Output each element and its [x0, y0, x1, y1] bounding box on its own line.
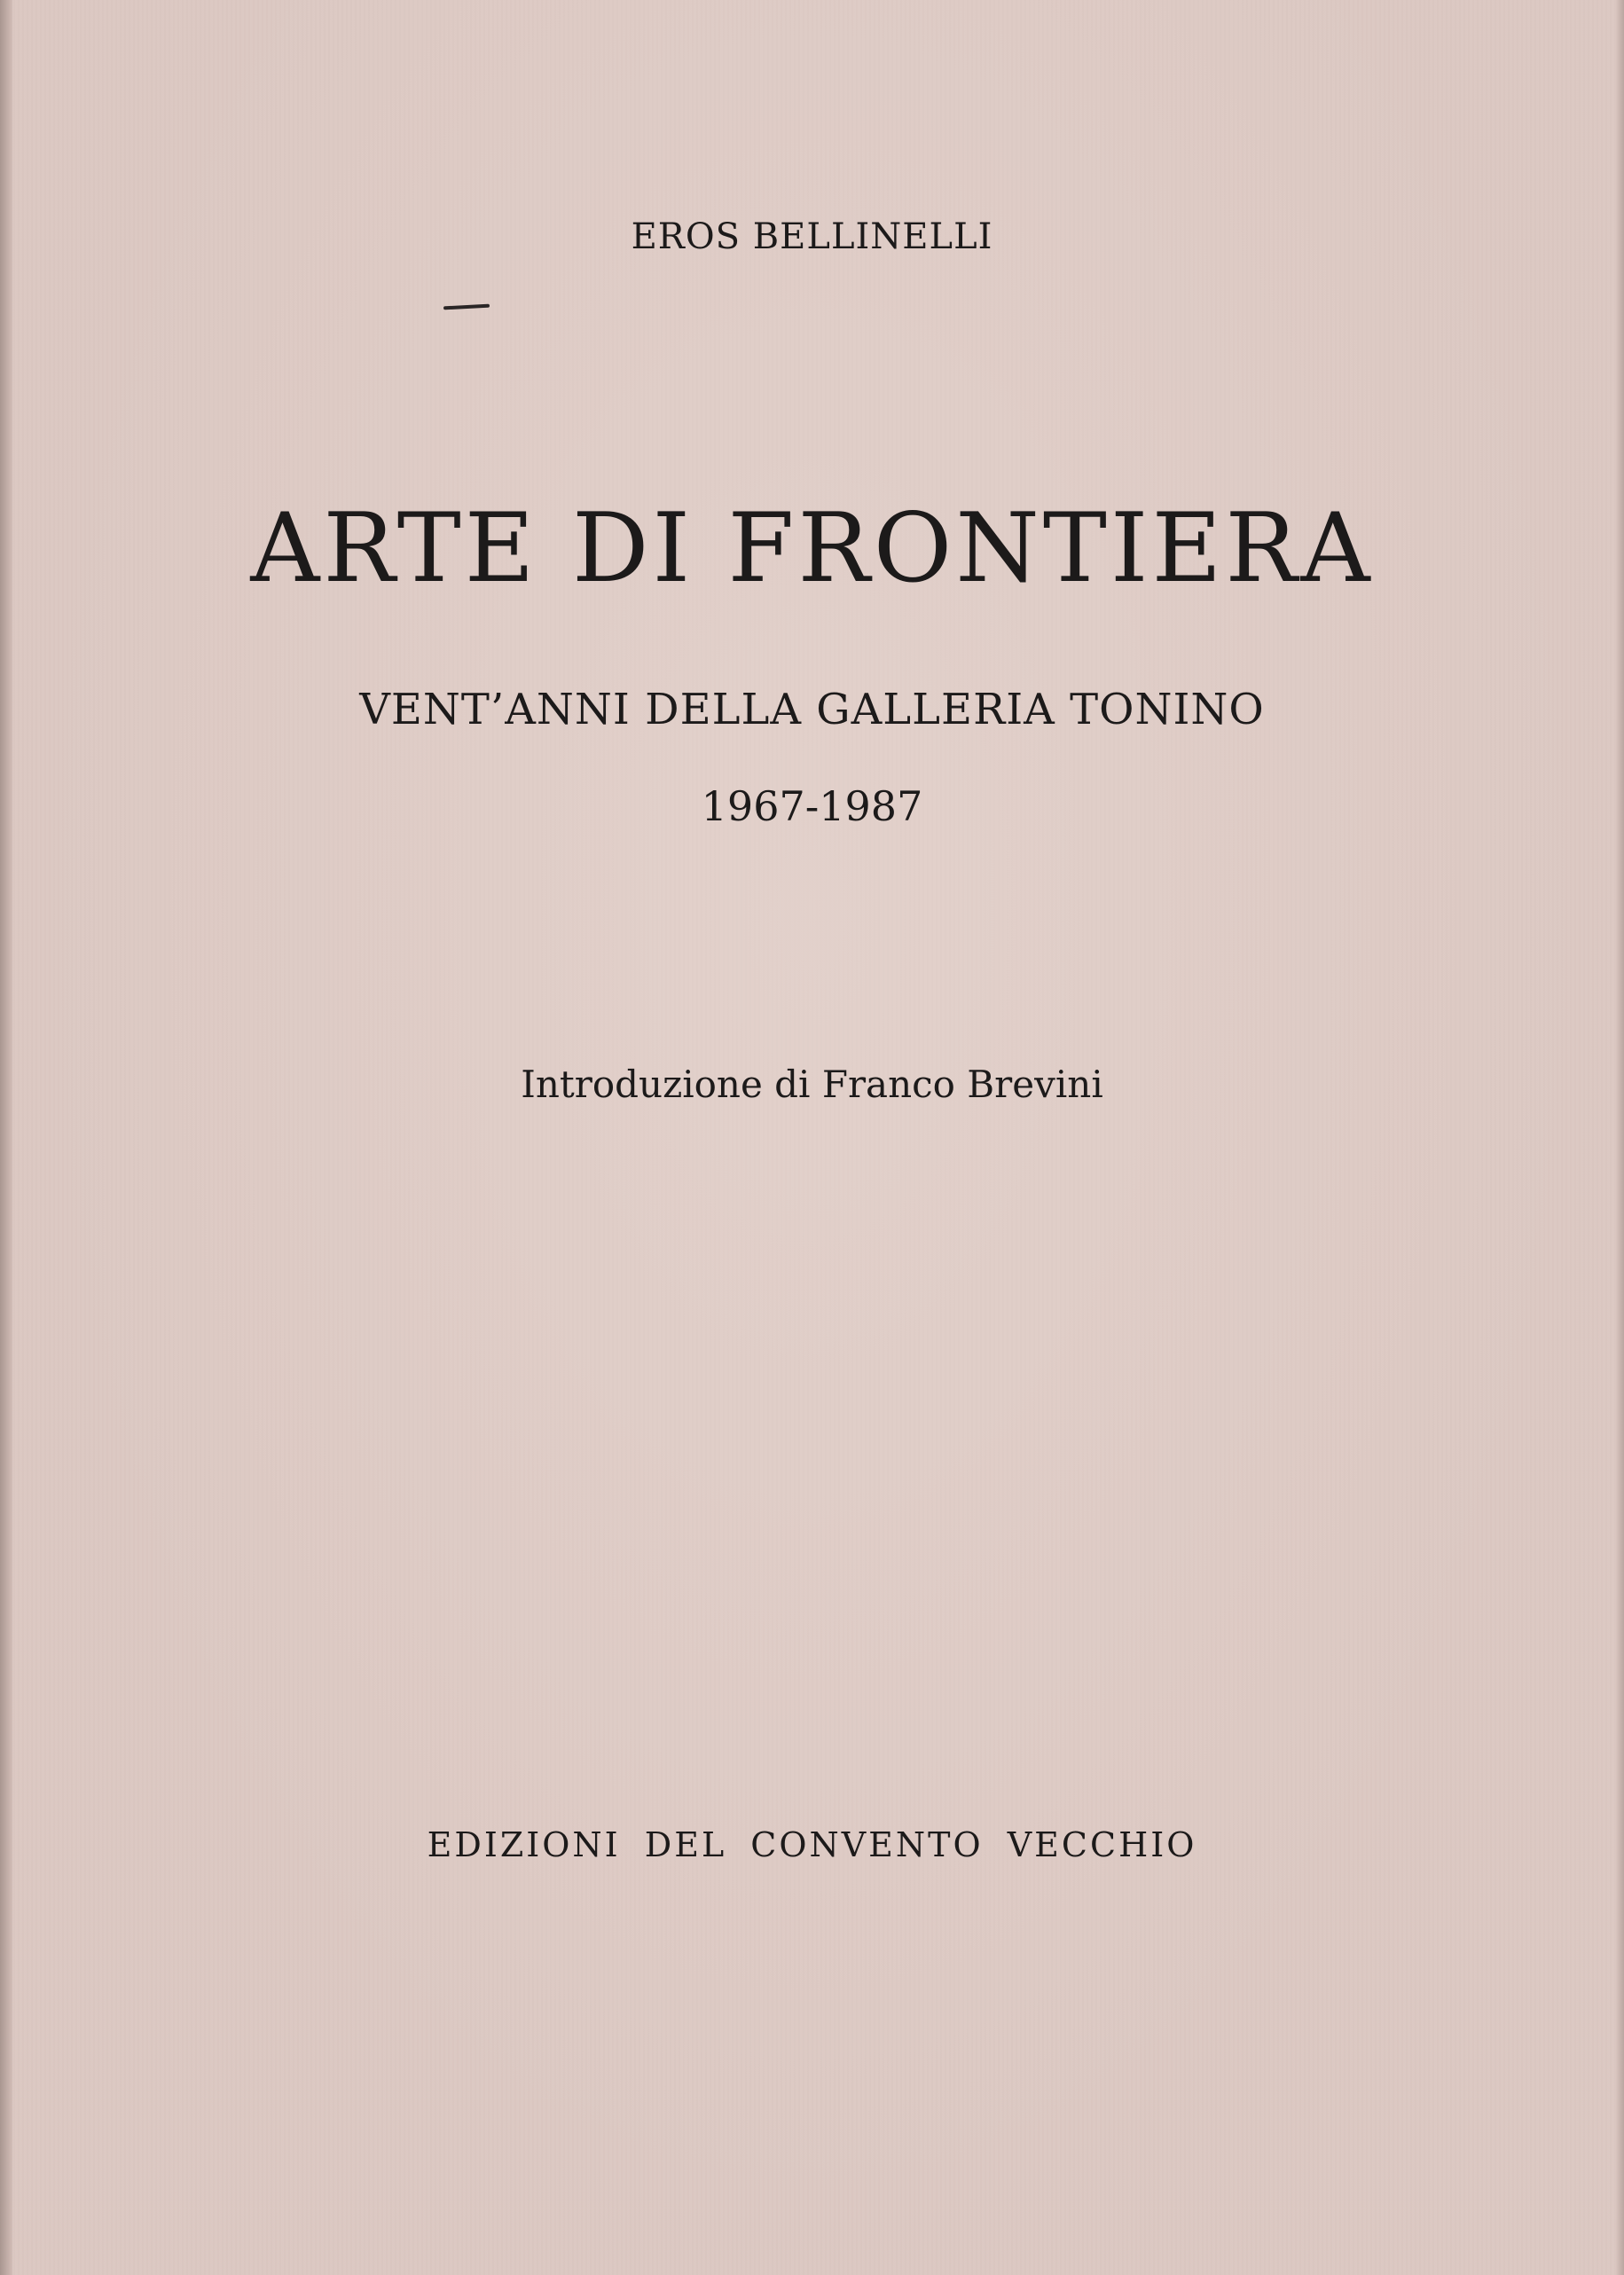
- introduction-credit: Introduzione di Franco Brevini: [521, 1063, 1103, 1106]
- cover-left-edge: [0, 0, 12, 2275]
- author-name: EROS BELLINELLI: [631, 216, 993, 257]
- ink-mark: [443, 304, 490, 310]
- cover-right-edge: [1615, 0, 1624, 2275]
- publisher-name: EDIZIONI DEL CONVENTO VECCHIO: [427, 1825, 1197, 1864]
- book-subtitle: VENT’ANNI DELLA GALLERIA TONINO: [359, 685, 1265, 734]
- year-range: 1967-1987: [701, 782, 923, 830]
- book-title: ARTE DI FRONTIERA: [250, 493, 1374, 604]
